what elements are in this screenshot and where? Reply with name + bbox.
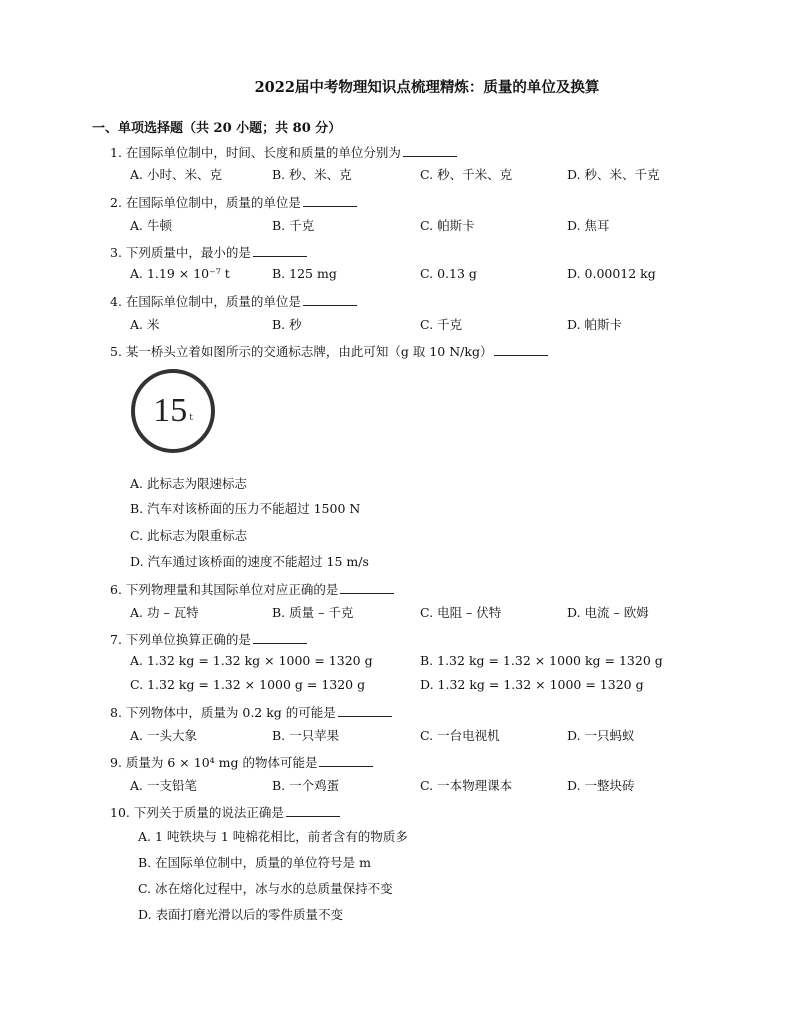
option-c[interactable]: C. 冰在熔化过程中，冰与水的总质量保持不变 [138,881,393,896]
option-d[interactable]: D. 秒、米、千克 [567,167,660,182]
question-stem: 6. 下列物理量和其国际单位对应正确的是 [110,582,339,597]
option-b[interactable]: B. 125 mg [272,266,337,281]
option-c[interactable]: C. 帕斯卡 [420,218,475,233]
question-9 [110,753,373,771]
option-b[interactable]: B. 在国际单位制中，质量的单位符号是 m [138,855,371,870]
option-d[interactable]: D. 0.00012 kg [567,266,656,281]
question-stem: 4. 在国际单位制中，质量的单位是 [110,294,301,309]
option-d[interactable]: D. 1.32 kg = 1.32 × 1000 = 1320 g [420,677,644,692]
option-b[interactable]: B. 汽车对该桥面的压力不能超过 1500 N [130,501,361,516]
option-b[interactable]: B. 秒 [272,317,302,332]
option-d[interactable]: D. 电流 – 欧姆 [567,605,649,620]
answer-blank[interactable] [319,754,373,767]
question-stem: 1. 在国际单位制中，时间、长度和质量的单位分别为 [110,145,401,160]
question-1 [110,143,457,161]
question-5 [110,342,548,360]
question-stem: 9. 质量为 6 × 10⁴ mg 的物体可能是 [110,755,318,770]
answer-blank[interactable] [253,244,307,257]
question-stem: 10. 下列关于质量的说法正确是 [110,805,284,820]
question-stem: 7. 下列单位换算正确的是 [110,632,251,647]
option-d[interactable]: D. 帕斯卡 [567,317,623,332]
question-stem: 8. 下列物体中，质量为 0.2 kg 的可能是 [110,705,336,720]
question-stem: 5. 某一桥头立着如图所示的交通标志牌，由此可知（g 取 10 N/kg） [110,344,493,359]
answer-blank[interactable] [303,293,357,306]
option-a[interactable]: A. 一支铅笔 [130,778,197,793]
section-heading: 一、单项选择题（共 20 小题；共 80 分） [92,121,342,136]
option-d[interactable]: D. 一整块砖 [567,778,635,793]
option-a[interactable]: A. 此标志为限速标志 [130,476,247,491]
option-a[interactable]: A. 1 吨铁块与 1 吨棉花相比，前者含有的物质多 [138,829,408,844]
option-d[interactable]: D. 表面打磨光滑以后的零件质量不变 [138,907,344,922]
question-stem: 2. 在国际单位制中，质量的单位是 [110,195,301,210]
option-b[interactable]: B. 1.32 kg = 1.32 × 1000 kg = 1320 g [420,653,663,668]
option-b[interactable]: B. 一个鸡蛋 [272,778,340,793]
option-b[interactable]: B. 千克 [272,218,315,233]
option-c[interactable]: C. 秒、千米、克 [420,167,513,182]
option-a[interactable]: A. 米 [130,317,160,332]
option-a[interactable]: A. 一头大象 [130,728,197,743]
option-b[interactable]: B. 秒、米、克 [272,167,352,182]
question-3 [110,243,307,261]
sign-unit: t [189,413,193,423]
answer-blank[interactable] [338,704,392,717]
option-a[interactable]: A. 1.19 × 10⁻⁷ t [130,266,230,281]
question-6 [110,580,394,598]
question-7 [110,630,307,648]
answer-blank[interactable] [403,144,457,157]
answer-blank[interactable] [494,343,548,356]
answer-blank[interactable] [253,631,307,644]
option-c[interactable]: C. 一台电视机 [420,728,500,743]
option-b[interactable]: B. 一只苹果 [272,728,340,743]
weight-limit-sign [131,369,215,453]
option-c[interactable]: C. 1.32 kg = 1.32 × 1000 g = 1320 g [130,677,366,692]
option-c[interactable]: C. 千克 [420,317,463,332]
question-8 [110,703,392,721]
answer-blank[interactable] [340,581,394,594]
option-a[interactable]: A. 功 – 瓦特 [130,605,199,620]
option-d[interactable]: D. 一只蚂蚁 [567,728,635,743]
question-2 [110,193,357,211]
page-title: 2022届中考物理知识点梳理精炼：质量的单位及换算 [254,79,600,96]
question-4 [110,292,357,310]
option-a[interactable]: A. 1.32 kg = 1.32 kg × 1000 = 1320 g [130,653,373,668]
answer-blank[interactable] [303,194,357,207]
option-a[interactable]: A. 小时、米、克 [130,167,222,182]
option-c[interactable]: C. 电阻 – 伏特 [420,605,502,620]
question-10 [110,803,340,821]
option-d[interactable]: D. 焦耳 [567,218,610,233]
question-stem: 3. 下列质量中，最小的是 [110,245,251,260]
option-c[interactable]: C. 0.13 g [420,266,477,281]
option-c[interactable]: C. 此标志为限重标志 [130,528,248,543]
answer-blank[interactable] [286,804,340,817]
sign-value: 15 [153,392,188,429]
option-c[interactable]: C. 一本物理课本 [420,778,513,793]
option-d[interactable]: D. 汽车通过该桥面的速度不能超过 15 m/s [130,554,369,569]
option-a[interactable]: A. 牛顿 [130,218,172,233]
option-b[interactable]: B. 质量 – 千克 [272,605,354,620]
